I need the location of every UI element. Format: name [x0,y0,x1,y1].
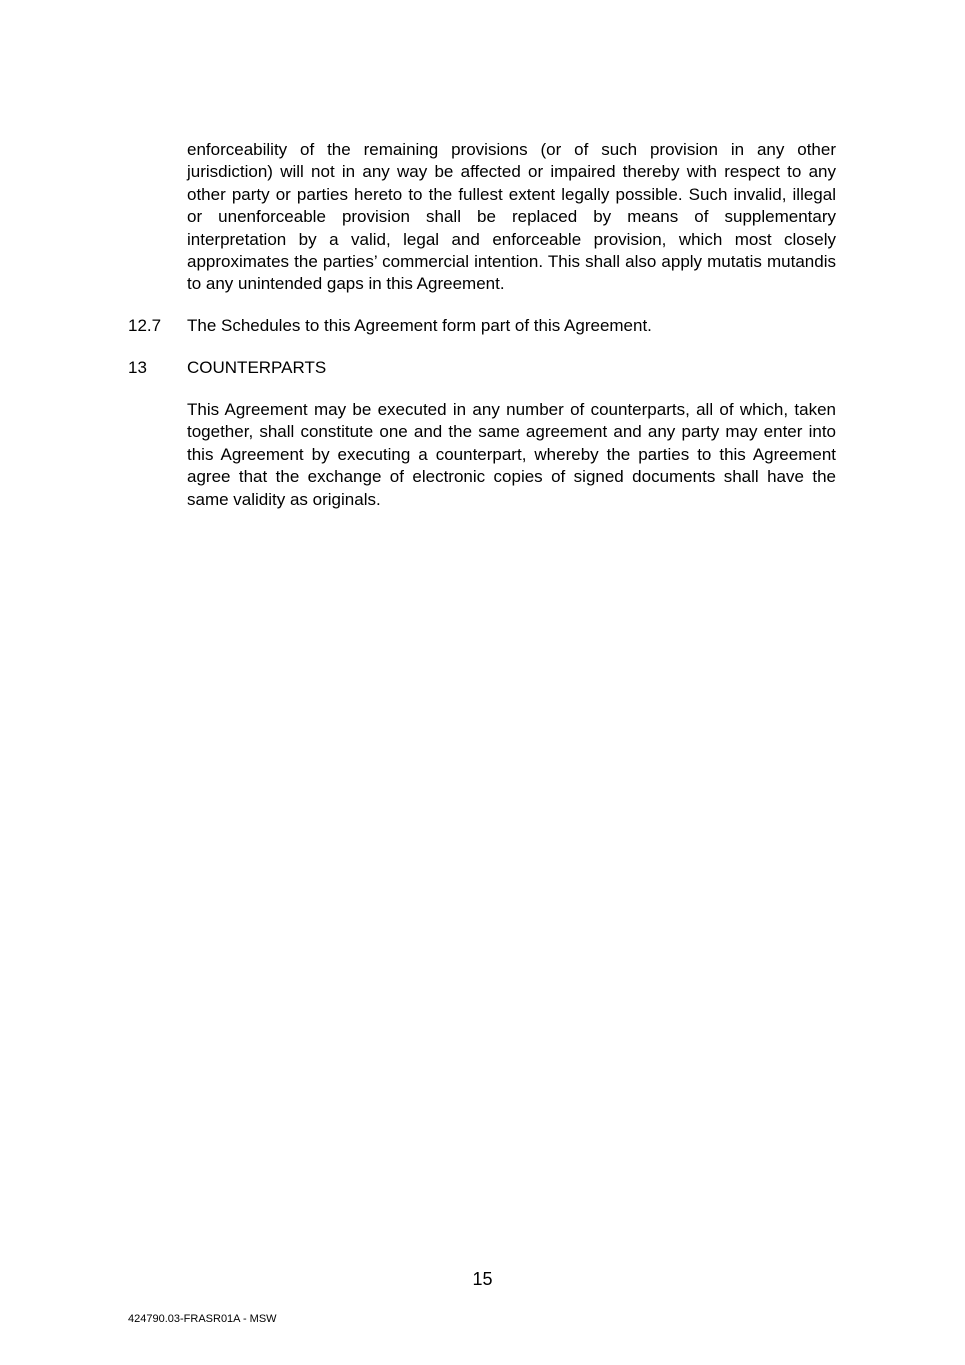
section-number: 13 [128,358,147,377]
section-title: COUNTERPARTS [187,358,327,377]
clause-number: 12.7 [128,316,162,335]
section-13-heading [128,357,326,379]
clause-text: The Schedules to this Agreement form part of this Agreement. [187,316,652,335]
clause-12-7 [128,315,652,337]
counterparts-paragraph: This Agreement may be executed in any number of counterparts, all of which, taken together, shall constitute one and the same agreement and any party may enter into this Agreement by executing a counterpart, whereby the parties to this Agreement agree that the exchange of electronic copies of signed documents shall have the same validity as originals. [187,400,836,509]
document-reference: 424790.03-FRASR01A - MSW [128,1313,277,1325]
continued-paragraph: enforceability of the remaining provisions (or of such provision in any other jurisdiction) will not in any way be affected or impaired thereby with respect to any other party or parties hereto to the fullest extent legally possible. Such invalid, illegal or unenforceable provision shall be replaced by means of supplementary interpretation by a valid, legal and enforceable provision, which most closely approximates the parties’ commercial intention. This shall also apply mutatis mutandis to any unintended gaps in this Agreement. [187,140,836,294]
page-number: 15 [472,1269,493,1289]
